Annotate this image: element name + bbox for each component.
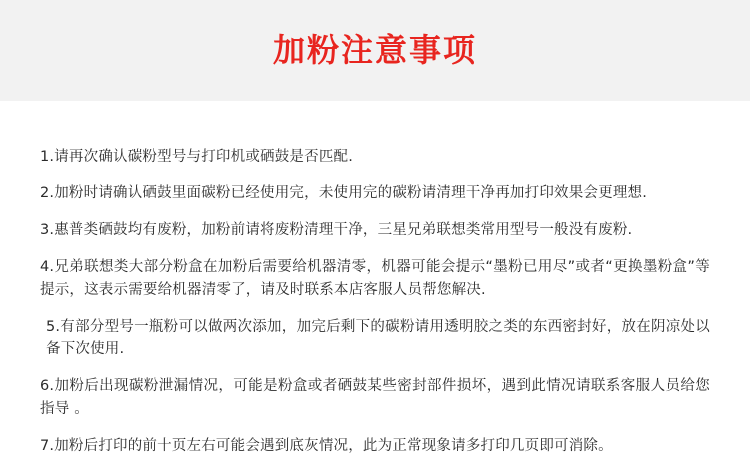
page-title: 加粉注意事项 xyxy=(272,31,477,70)
list-item: 1.请再次确认碳粉型号与打印机或硒鼓是否匹配. xyxy=(40,148,354,165)
list-item: 4.兄弟联想类大部分粉盒在加粉后需要给机器清零，机器可能会提示“墨粉已用尽”或者“更换墨粉盒”等提示，这表示需要给机器清零了，请及时联系本店客服人员帮您解决. xyxy=(40,259,710,298)
list-item: 5.有部分型号一瓶粉可以做两次添加，加完后剩下的碳粉请用透明胶之类的东西密封好，放在阴凉处以备下次使用. xyxy=(46,318,710,358)
list-item: 6.加粉后出现碳粉泄漏情况，可能是粉盒或者硒鼓某些密封部件损坏，遇到此情况请联系客服人员给您指导 。 xyxy=(40,378,710,417)
list-item: 3.惠普类硒鼓均有废粉，加粉前请将废粉清理干净，三星兄弟联想类常用型号一般没有废粉. xyxy=(40,222,633,239)
list-item: 7.加粉后打印的前十页左右可能会遇到底灰情况，此为正常现象请多打印几页即可消除。 xyxy=(40,437,613,454)
instruction-list xyxy=(0,101,750,457)
list-item: 2.加粉时请确认硒鼓里面碳粉已经使用完，未使用完的碳粉请清理干净再加打印效果会更理想. xyxy=(40,185,648,202)
title-banner xyxy=(0,0,750,101)
